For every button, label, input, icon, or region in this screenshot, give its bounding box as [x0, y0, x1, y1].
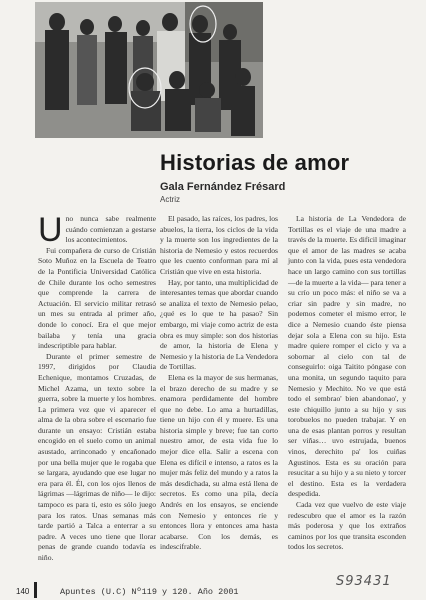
paragraph: Hay, por tanto, una multiplicidad de interesantes temas que abordar cuando se analiza el texto de Nemesio pelao, ¿qué es lo que te ha pasao? Sin embargo, mi viaje como actriz de esta obra es muy simple: son dos historias de amor, la historia de Elena y Nemesio y la historia de La Vendedora de Tortillas. [160, 277, 278, 372]
author-name: Gala Fernández Frésard [160, 181, 286, 193]
article-title: Historias de amor [160, 150, 350, 175]
paragraph: El pasado, las raíces, los padres, los abuelos, la tierra, los ciclos de la vida y la muerte son los ingredientes de la historia de Nemesio y estos recuerdos que les cuento conforman para mí al Cristián que vive en esta historia. [160, 214, 278, 276]
paragraph: Cada vez que vuelvo de este viaje redescubro que el amor es la razón más poderosa y que los extraños caminos por los que transita esconden todos los secretos. [288, 500, 406, 552]
cast-photo [35, 2, 263, 138]
group-photo-image [35, 2, 263, 138]
page-number: 140 [16, 587, 30, 596]
column-2 [160, 214, 278, 553]
footer-divider [34, 582, 37, 598]
paragraph: Fui compañera de curso de Cristián Soto Muñoz en la Escuela de Teatro de la Pontificia Universidad Católica de Chile durante los ocho semestres que comprende la carrera de Actuación. El servicio militar retrasó un mes su entrada al primer año, donde lo conocí. Era el que mejor bailaba y tenía una gracia indescriptible para hablar. [38, 245, 156, 351]
paragraph: Durante el primer semestre de 1997, dirigidos por Claudia Echenique, montamos Cruzadas, de Michel Azama, un texto sobre la guerra, sobre la muerte y los hombres. La primera vez que vi aparecer el alma de la obra sobre el escenario fue durante un ensayo: Cristián estaba encogido en el suelo como un animal asustado, arrinconado y encañonado por una bella mujer que le rogaba que se largara, ayudando que ese lugar no era para él. Él, con los ojos llenos de lágrimas —lágrimas de niño— le dijo: tampoco es para ti, esto es sólo juego para los ratos. Unas semanas más tarde partió a Talca a enterrar a su padre. A veces uno tiene que llorar penas de grande cuando todavía es niño. [38, 351, 156, 562]
drop-cap: U [38, 211, 63, 249]
paragraph: no nunca sabe realmente cuándo comienzan a gestarse los acontecimientos. [65, 214, 156, 245]
archive-stamp: S93431 [336, 574, 392, 589]
column-1 [38, 211, 156, 564]
paragraph: La historia de La Vendedora de Tortillas es el viaje de una madre a través de la muerte. Es difícil imaginar que el amor de las madres se acaba junto con la vida, pues esta vendedora hace un largo camino con sus tortillas —de la muerte a la vida— para tener a su crío un poco más: el niño se va a criar sin padre y sin madre, no podemos cometer el mismo error, le dice a Nemesio cuando éste piensa dejar sola a Elena con su hijo. Esta madre quiere romper el ciclo y va a sobornar al cielo con tal de conseguirlo: oiga Taitito póngase con una monita, un segundo taquito para Nemesio y Mechito. No ve que está todo el sembrao' bien abandonao', y este chiquillo junto a su hijo y sus torobuelos no pueden trabajar. Y en una de esas plantan porros y resultan ser viñas… uvo estrujada, buenos vinos, derechito pa' los cuiñas Agustinos. Esta es su oración para resucitar a su hijo y a su nieto y torcer el destino. Esta es la verdadera despedida. [288, 214, 406, 499]
journal-citation: Apuntes (U.C) Nº119 y 120. Año 2001 [60, 587, 239, 597]
paragraph: Elena es la mayor de sus hermanas, el brazo derecho de su madre y se enamora perdidamente del hombre que no debe. Lo ama a hurtadillas, tiene un hijo con él y muere. Es una historia simple y breve; fue tan corto nuestro amor, de esta vida fue lo mejor dice ella. Salir a escena con Elena es difícil e intenso, a ratos es la mujer más feliz del mundo y a ratos la más desdichada, su alma está llena de secretos. Es como una pila, decía Andrés en los ensayos, se enciende con Nemesio y entonces ríe y entonces llora y entonces ama hasta acabarse. Con los demás, es indescifrable. [160, 372, 278, 552]
column-3 [288, 214, 406, 553]
author-role: Actriz [160, 195, 180, 204]
